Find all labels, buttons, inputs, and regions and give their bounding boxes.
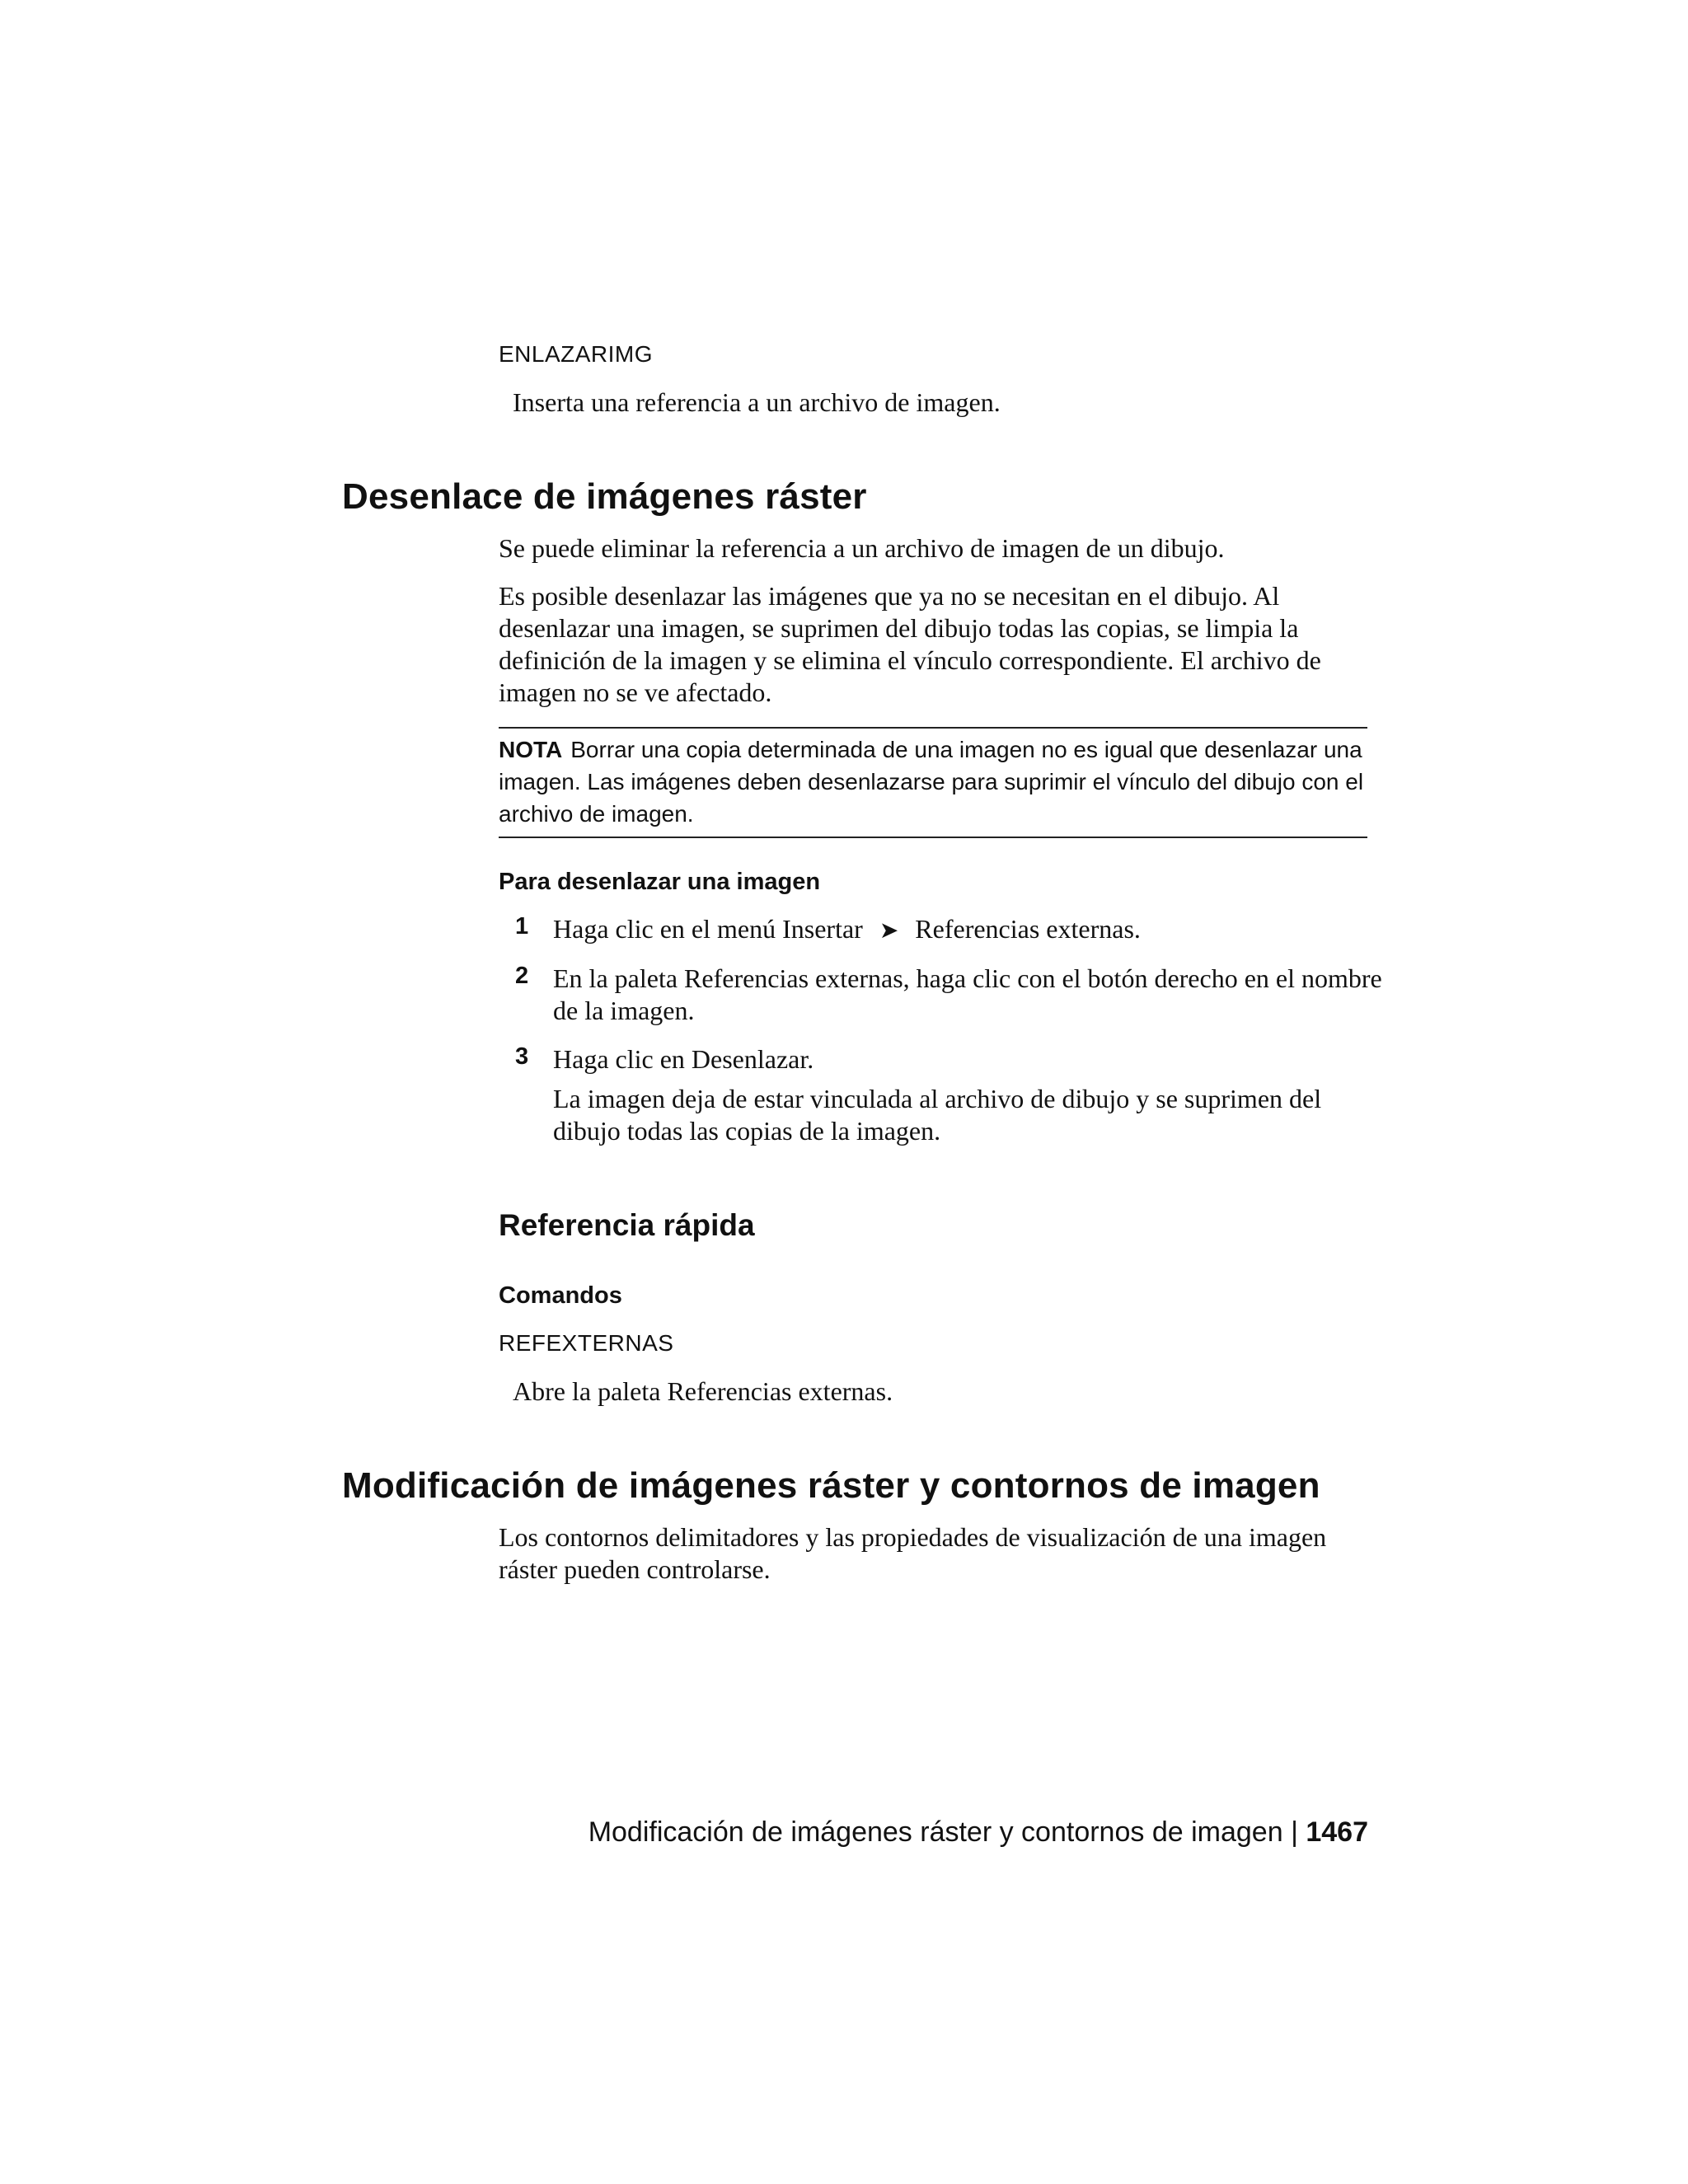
command-description: Abre la paleta Referencias externas.: [513, 1376, 893, 1406]
commands-heading: Comandos: [499, 1282, 622, 1309]
step-1: [515, 913, 1389, 946]
step-number: 1: [515, 913, 529, 940]
step-number: 2: [515, 963, 529, 989]
procedure-title: Para desenlazar una imagen: [499, 869, 821, 895]
quick-reference-heading: Referencia rápida: [499, 1208, 755, 1242]
note-text: Borrar una copia determinada de una imagen no es igual que desenlazar una imagen. Las imágenes deben desenlazarse para suprimir el vínculo del dibujo con el archivo de imagen.: [499, 737, 1364, 827]
step-result: La imagen deja de estar vinculada al archivo de dibujo y se suprimen del dibujo todas las copias de la imagen.: [553, 1084, 1322, 1146]
command-name-refexternas: REFEXTERNAS: [499, 1330, 674, 1356]
step-text-before: Haga clic en el menú Insertar: [553, 914, 863, 944]
paragraph-modificacion: Los contornos delimitadores y las propiedades de visualización de una imagen ráster pueden controlarse.: [499, 1522, 1327, 1584]
page-number: 1467: [1306, 1816, 1368, 1848]
note-label: NOTA: [499, 737, 563, 762]
page-footer: [379, 1816, 1368, 1849]
section-heading-modificacion: Modificación de imágenes ráster y contornos de imagen: [342, 1465, 1320, 1506]
section-heading-desenlace: Desenlace de imágenes ráster: [342, 476, 867, 517]
command-description: Inserta una referencia a un archivo de imagen.: [513, 387, 1001, 417]
step-text: Haga clic en Desenlazar.: [553, 1044, 814, 1074]
paragraph-description: Es posible desenlazar las imágenes que ya no se necesitan en el dibujo. Al desenlazar una imagen, se suprimen del dibujo todas las copias, se limpia la definición de la imagen y se elimina el vínculo correspondiente. El archivo de imagen no se ve afectado.: [499, 581, 1321, 707]
step-text: [553, 913, 1394, 946]
footer-title: Modificación de imágenes ráster y contornos de imagen: [588, 1816, 1283, 1848]
step-number: 3: [515, 1043, 529, 1070]
paragraph-intro: Se puede eliminar la referencia a un archivo de imagen de un dibujo.: [499, 533, 1225, 563]
step-text-after: Referencias externas.: [915, 914, 1141, 944]
step-2: [515, 963, 1389, 1029]
footer-separator: |: [1291, 1816, 1298, 1848]
menu-arrow-icon: ➤: [879, 916, 899, 944]
step-text: En la paleta Referencias externas, haga clic con el botón derecho en el nombre de la imagen.: [553, 963, 1382, 1025]
note-box: [499, 727, 1367, 838]
step-3: [515, 1043, 1389, 1151]
command-name-enlazarimg: ENLAZARIMG: [499, 341, 654, 367]
